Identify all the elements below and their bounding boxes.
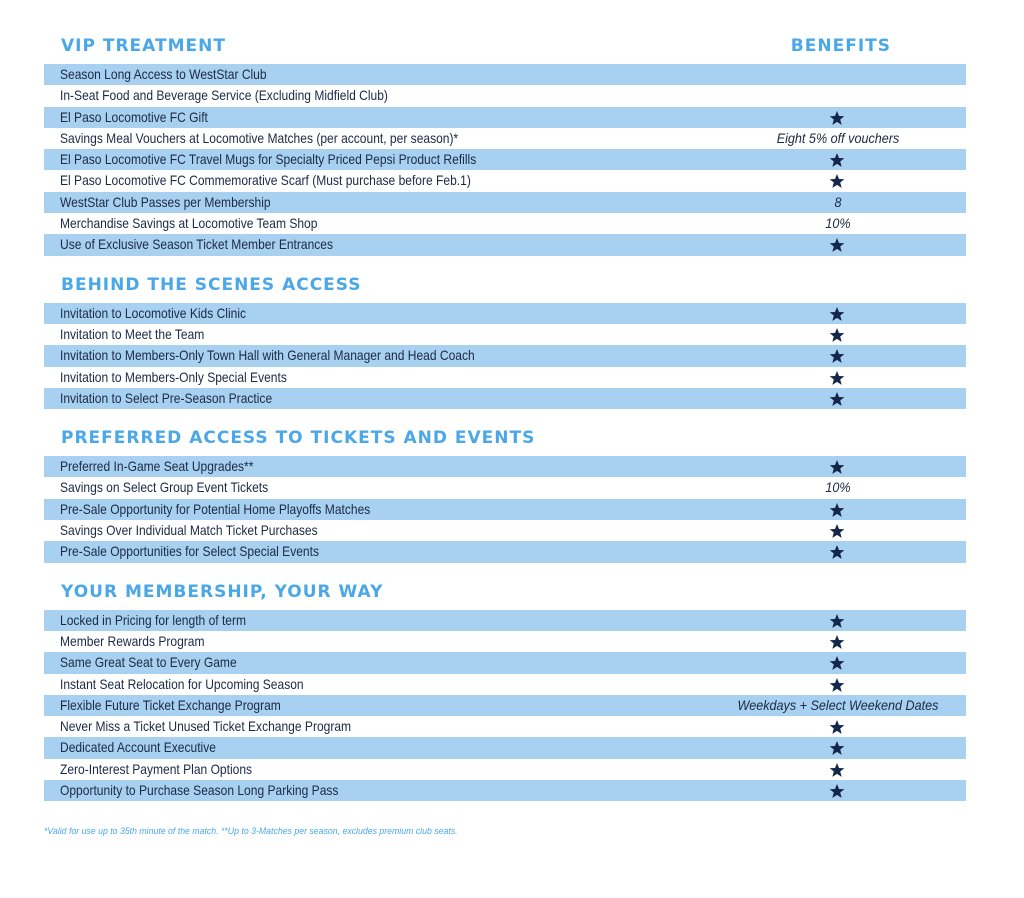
- benefit-row: [44, 477, 966, 498]
- benefit-rows: [44, 64, 966, 256]
- benefit-label: Same Great Seat to Every Game: [60, 654, 237, 671]
- benefit-label: Savings Meal Vouchers at Locomotive Matches (per account, per season)*: [60, 129, 459, 146]
- benefit-label: El Paso Locomotive FC Travel Mugs for Specialty Priced Pepsi Product Refills: [60, 151, 477, 168]
- star-icon: [829, 348, 845, 364]
- section-header: [44, 426, 966, 456]
- benefit-label: Invitation to Locomotive Kids Clinic: [60, 304, 247, 321]
- star-icon: [829, 544, 845, 560]
- benefit-row: [44, 324, 966, 345]
- benefit-value: 10%: [825, 215, 851, 232]
- benefit-row: [44, 149, 966, 170]
- section-gap: [44, 256, 966, 273]
- star-icon: [829, 783, 845, 799]
- benefit-row: [44, 213, 966, 234]
- benefit-row: [44, 631, 966, 652]
- benefit-row: [44, 610, 966, 631]
- star-icon: [829, 237, 845, 253]
- section-header: [44, 34, 966, 64]
- star-icon: [829, 740, 845, 756]
- section-gap: [44, 563, 966, 580]
- star-icon: [829, 634, 845, 650]
- star-icon: [829, 173, 845, 189]
- star-icon: [829, 719, 845, 735]
- benefit-row: [44, 388, 966, 409]
- benefit-rows: [44, 456, 966, 562]
- benefits-header: BENEFITS: [790, 36, 891, 56]
- benefit-label: Zero-Interest Payment Plan Options: [60, 760, 253, 777]
- benefit-label: Never Miss a Ticket Unused Ticket Exchange Program: [60, 718, 352, 735]
- benefit-label: Invitation to Select Pre-Season Practice: [60, 389, 273, 406]
- benefit-value: 10%: [825, 479, 851, 496]
- benefit-row: [44, 456, 966, 477]
- star-icon: [829, 613, 845, 629]
- star-icon: [829, 370, 845, 386]
- benefit-label: Preferred In-Game Seat Upgrades**: [60, 458, 254, 475]
- benefit-row: [44, 759, 966, 780]
- benefit-label: Member Rewards Program: [60, 632, 205, 649]
- benefit-row: [44, 234, 966, 255]
- benefit-label: Pre-Sale Opportunities for Select Special Events: [60, 543, 319, 560]
- benefit-label: Pre-Sale Opportunity for Potential Home Playoffs Matches: [60, 500, 371, 517]
- benefit-row: [44, 737, 966, 758]
- benefit-row: [44, 170, 966, 191]
- benefit-label: El Paso Locomotive FC Commemorative Scarf (Must purchase before Feb.1): [60, 172, 471, 189]
- star-icon: [829, 677, 845, 693]
- benefit-label: In-Seat Food and Beverage Service (Excluding Midfield Club): [60, 87, 388, 104]
- benefit-label: Invitation to Meet the Team: [60, 325, 205, 342]
- benefit-label: Opportunity to Purchase Season Long Parking Pass: [60, 782, 339, 799]
- section-header: [44, 580, 966, 610]
- benefit-row: [44, 107, 966, 128]
- section-title: VIP TREATMENT: [61, 36, 226, 56]
- footnote: *Valid for use up to 35th minute of the match. **Up to 3-Matches per season, excludes premium club seats.: [44, 826, 458, 837]
- benefit-row: [44, 520, 966, 541]
- benefit-row: [44, 128, 966, 149]
- section-title: PREFERRED ACCESS TO TICKETS AND EVENTS: [61, 428, 536, 449]
- benefit-row: [44, 780, 966, 801]
- benefit-rows: [44, 610, 966, 802]
- benefit-value: Eight 5% off vouchers: [776, 129, 900, 146]
- benefit-sections: [44, 34, 966, 801]
- benefit-label: Locked in Pricing for length of term: [60, 611, 247, 628]
- star-icon: [829, 391, 845, 407]
- benefit-row: [44, 499, 966, 520]
- benefit-label: Dedicated Account Executive: [60, 739, 216, 756]
- benefit-row: [44, 303, 966, 324]
- benefit-label: Season Long Access to WestStar Club: [60, 66, 267, 82]
- benefit-row: [44, 652, 966, 673]
- benefit-row: [44, 367, 966, 388]
- benefit-row: [44, 695, 966, 716]
- benefit-label: El Paso Locomotive FC Gift: [60, 108, 208, 125]
- star-icon: [829, 306, 845, 322]
- benefit-row: [44, 716, 966, 737]
- benefit-row: [44, 85, 966, 106]
- benefit-value: 8: [834, 193, 842, 210]
- section-title: BEHIND THE SCENES ACCESS: [61, 274, 362, 295]
- section-gap: [44, 409, 966, 426]
- star-icon: [829, 502, 845, 518]
- benefit-label: Instant Seat Relocation for Upcoming Season: [60, 675, 304, 692]
- benefit-label: Use of Exclusive Season Ticket Member Entrances: [60, 236, 334, 253]
- benefit-rows: [44, 303, 966, 409]
- star-icon: [829, 110, 845, 126]
- star-icon: [829, 152, 845, 168]
- benefit-label: Invitation to Members-Only Town Hall with General Manager and Head Coach: [60, 347, 475, 364]
- star-icon: [829, 762, 845, 778]
- star-icon: [829, 523, 845, 539]
- benefit-row: [44, 192, 966, 213]
- section-title: YOUR MEMBERSHIP, YOUR WAY: [61, 581, 384, 602]
- benefit-label: Merchandise Savings at Locomotive Team Shop: [60, 215, 318, 232]
- benefit-row: [44, 674, 966, 695]
- benefit-label: Savings on Select Group Event Tickets: [60, 479, 269, 496]
- star-icon: [829, 327, 845, 343]
- benefit-label: Flexible Future Ticket Exchange Program: [60, 696, 281, 713]
- benefit-label: WestStar Club Passes per Membership: [60, 193, 271, 210]
- benefit-label: Invitation to Members-Only Special Events: [60, 368, 287, 385]
- benefit-row: [44, 345, 966, 366]
- benefit-row: [44, 541, 966, 562]
- benefit-label: Savings Over Individual Match Ticket Purchases: [60, 522, 318, 539]
- benefits-page: [44, 34, 966, 801]
- benefit-row: [44, 64, 966, 85]
- benefit-value: Weekdays + Select Weekend Dates: [737, 696, 939, 713]
- star-icon: [829, 459, 845, 475]
- section-header: [44, 273, 966, 303]
- star-icon: [829, 655, 845, 671]
